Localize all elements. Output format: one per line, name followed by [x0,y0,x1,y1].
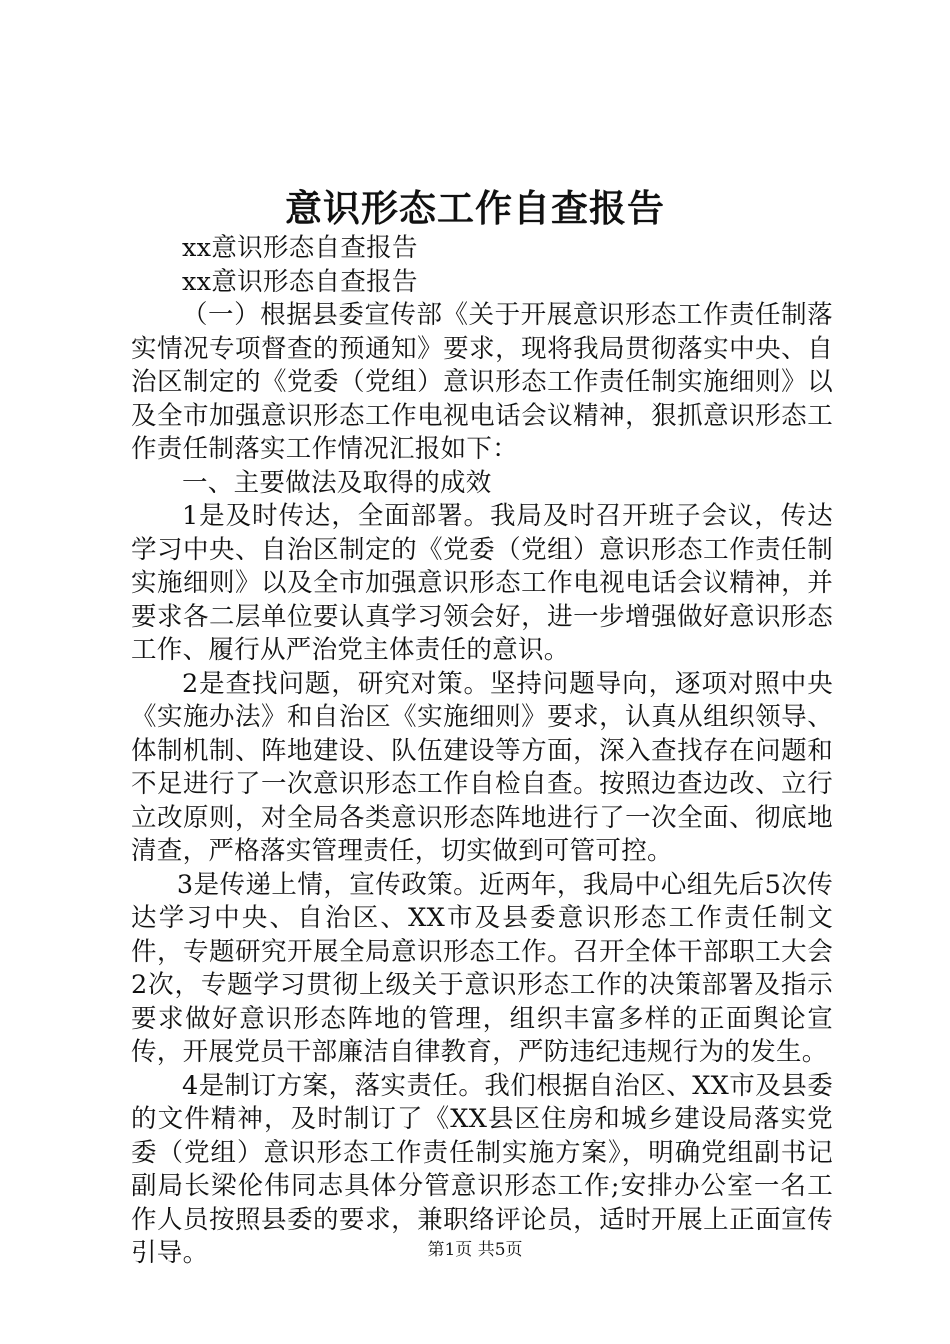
paragraph-subtitle-2: xx意识形态自查报告 [182,266,418,297]
paragraph-subtitle-1: xx意识形态自查报告 [182,233,418,263]
page-number: 第1页 共5页 [427,1240,523,1260]
paragraph-intro: （一）根据县委宣传部《关于开展意识形态工作责任制落实情况专项督查的预通知》要求，现将我局贯彻落实中央、自治区制定的《党委（党组）意识形态工作责任制实施细则》以及全市加强意识形态工作电视电话会议精神，狠抓意识形态工作责任制落实工作情况汇报如下： [131,300,833,464]
paragraph-point-4: 4是制订方案，落实责任。我们根据自治区、XX市及县委的文件精神，及时制订了《XX县区住房和城乡建设局落实党委（党组）意识形态工作责任制实施方案》，明确党组副书记副局长梁伦伟同志具体分管意识形态工作;安排办公室一名工作人员按照县委的要求，兼职络评论员，适时开展上正面宣传引导。 [131,1070,833,1268]
section-heading: 一、主要做法及取得的成效 [182,467,492,498]
paragraph-point-2: 2是查找问题，研究对策。坚持问题导向，逐项对照中央《实施办法》和自治区《实施细则》要求，认真从组织领导、体制机制、阵地建设、队伍建设等方面，深入查找存在问题和不足进行了一次意识形态工作自检自查。按照边查边改、立行立改原则，对全局各类意识形态阵地进行了一次全面、彻底地清查，严格落实管理责任，切实做到可管可控。 [131,668,833,866]
document-body [131,232,833,1271]
paragraph-point-3: 3是传递上情，宣传政策。近两年，我局中心组先后5次传达学习中央、自治区、XX市及县委意识形态工作责任制文件，专题研究开展全局意识形态工作。召开全体干部职工大会2次，专题学习贯彻上级关于意识形态工作的决策部署及指示要求做好意识形态阵地的管理，组织丰富多样的正面舆论宣传，开展党员干部廉洁自律教育，严防违纪违规行为的发生。 [131,869,833,1067]
paragraph-point-1: 1是及时传达，全面部署。我局及时召开班子会议，传达学习中央、自治区制定的《党委（党组）意识形态工作责任制实施细则》以及全市加强意识形态工作电视电话会议精神，并要求各二层单位要认真学习领会好，进一步增强做好意识形态工作、履行从严治党主体责任的意识。 [131,501,833,665]
document-title: 意识形态工作自查报告 [285,186,665,230]
